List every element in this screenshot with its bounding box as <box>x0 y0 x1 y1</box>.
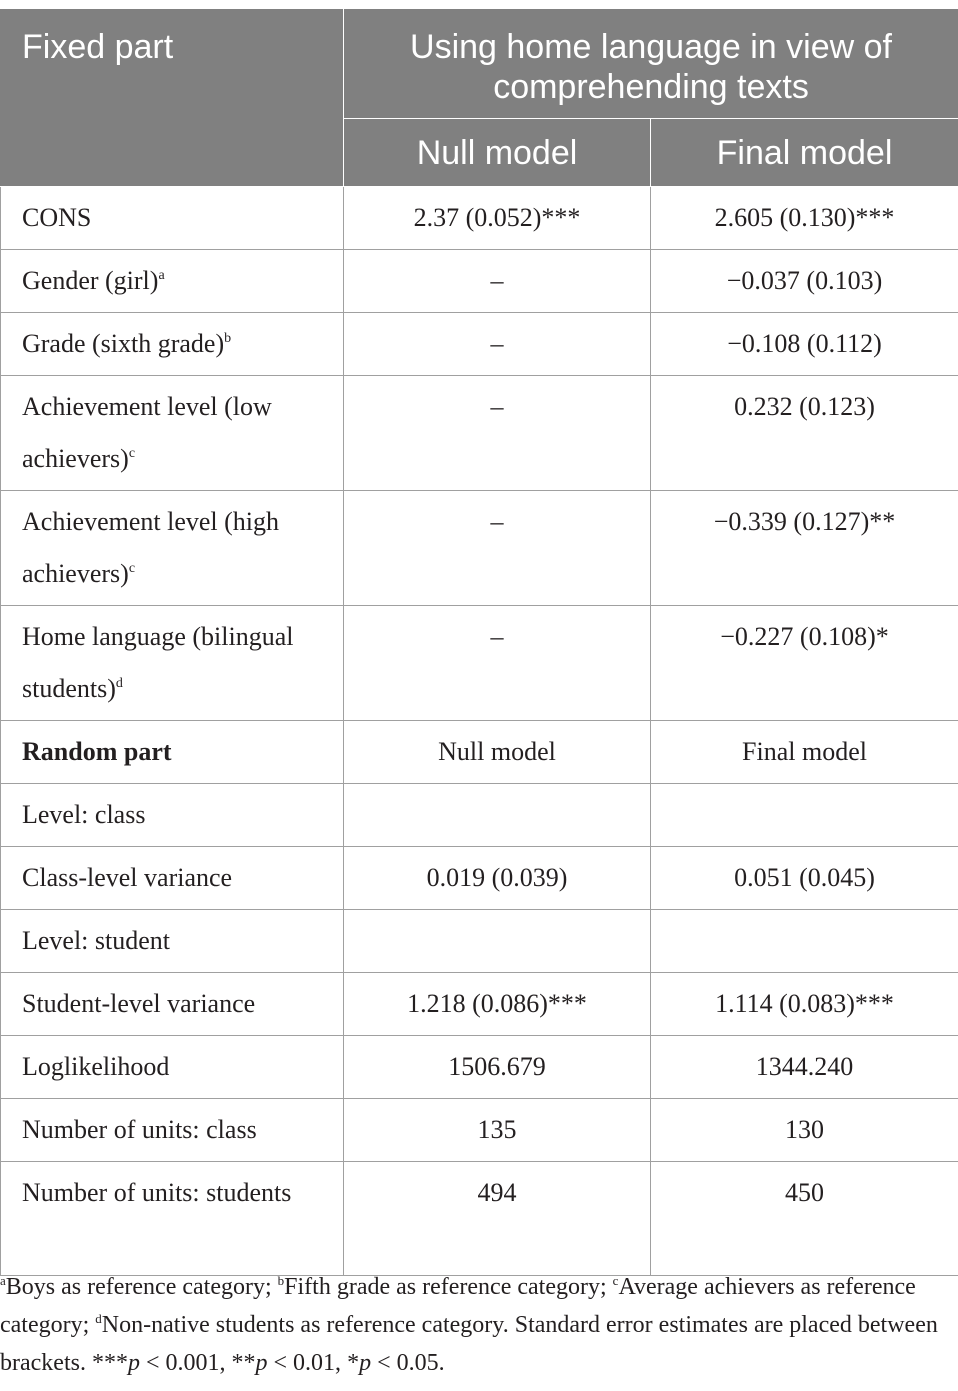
table-row <box>1 187 958 250</box>
final-model-cell: Final model <box>651 721 958 784</box>
significance-stars: ** <box>231 1350 256 1376</box>
final-model-cell: 0.232 (0.123) <box>651 376 958 491</box>
final-model-cell: −0.108 (0.112) <box>651 313 958 376</box>
final-model-header: Final model <box>651 119 958 187</box>
null-model-cell: – <box>344 376 651 491</box>
null-model-cell: 2.37 (0.052)*** <box>344 187 651 250</box>
row-label: Level: class <box>1 784 344 847</box>
table-row <box>1 491 958 606</box>
table-row <box>1 973 958 1036</box>
final-model-cell: 1.114 (0.083)*** <box>651 973 958 1036</box>
footnote-marker: b <box>277 1273 285 1288</box>
final-model-cell: 2.605 (0.130)*** <box>651 187 958 250</box>
group-header: Using home language in view of comprehending texts <box>344 9 958 119</box>
footnote-marker: c <box>128 446 136 461</box>
row-label: Student-level variance <box>1 973 344 1036</box>
table-row <box>1 784 958 847</box>
row-label: CONS <box>1 187 344 250</box>
final-model-cell: −0.037 (0.103) <box>651 250 958 313</box>
random-part-row <box>1 721 958 784</box>
footnote-marker: a <box>0 1273 6 1288</box>
footnote-marker: d <box>95 1311 102 1326</box>
final-model-cell: 1344.240 <box>651 1036 958 1099</box>
null-model-header: Null model <box>344 119 651 187</box>
table-row <box>1 1036 958 1099</box>
table-row <box>1 1162 958 1276</box>
random-part-label: Random part <box>1 721 344 784</box>
null-model-cell: 494 <box>344 1162 651 1276</box>
null-model-cell: – <box>344 313 651 376</box>
final-model-cell: 450 <box>651 1162 958 1276</box>
final-model-cell: −0.339 (0.127)** <box>651 491 958 606</box>
row-label: Gender (girl)$^a$ <box>1 250 344 313</box>
null-model-cell <box>344 910 651 973</box>
final-model-cell <box>651 784 958 847</box>
row-label: Number of units: students <box>1 1162 344 1276</box>
null-model-cell <box>344 784 651 847</box>
table-row <box>1 313 958 376</box>
row-label: Level: student <box>1 910 344 973</box>
row-label: Achievement level (low achievers)$^c$ <box>1 376 344 491</box>
table-row <box>1 1099 958 1162</box>
null-model-cell: – <box>344 606 651 721</box>
null-model-cell: 1506.679 <box>344 1036 651 1099</box>
row-label: Class-level variance <box>1 847 344 910</box>
null-model-cell: – <box>344 250 651 313</box>
row-label: Number of units: class <box>1 1099 344 1162</box>
table-row <box>1 250 958 313</box>
significance-stars: *** <box>91 1350 128 1376</box>
regression-table <box>0 8 958 1276</box>
row-label: Achievement level (high achievers)$^c$ <box>1 491 344 606</box>
null-model-cell: – <box>344 491 651 606</box>
final-model-cell <box>651 910 958 973</box>
footnote-marker: b <box>224 331 232 346</box>
null-model-cell: 135 <box>344 1099 651 1162</box>
table-row <box>1 847 958 910</box>
final-model-cell: −0.227 (0.108)* <box>651 606 958 721</box>
fixed-part-header: Fixed part <box>1 9 344 187</box>
footnote-marker: a <box>158 268 165 283</box>
significance-stars: * <box>347 1350 360 1376</box>
footnote-marker: d <box>115 676 123 691</box>
table-row <box>1 376 958 491</box>
table-row <box>1 910 958 973</box>
table-row <box>1 606 958 721</box>
row-label: Loglikelihood <box>1 1036 344 1099</box>
null-model-cell: Null model <box>344 721 651 784</box>
null-model-cell: 1.218 (0.086)*** <box>344 973 651 1036</box>
footnote-marker: c <box>128 561 136 576</box>
footnote-marker: c <box>612 1273 619 1288</box>
null-model-cell: 0.019 (0.039) <box>344 847 651 910</box>
row-label: Home language (bilingual students)$^d$ <box>1 606 344 721</box>
row-label: Grade (sixth grade)$^b$ <box>1 313 344 376</box>
final-model-cell: 130 <box>651 1099 958 1162</box>
table-footnote: $^a$Boys as reference category; $^b$Fifth grade as reference category; $^c$Average achievers as reference category; $^d$Non-native students as reference category. Standard error estimates are placed between brackets. ***p < 0.001, **p < 0.01, *p < 0.05. <box>0 1273 938 1376</box>
final-model-cell: 0.051 (0.045) <box>651 847 958 910</box>
